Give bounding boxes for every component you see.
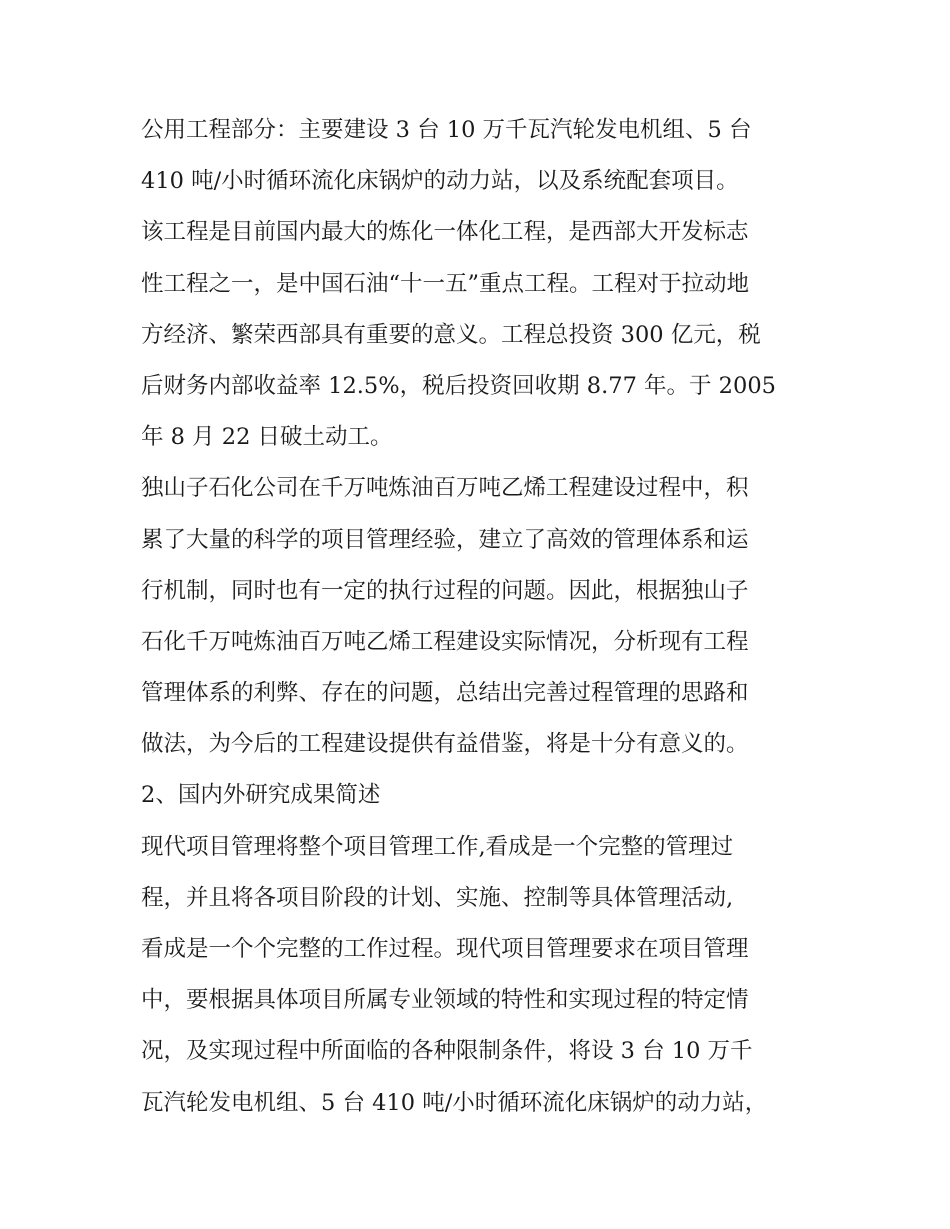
text-line: 石化千万吨炼油百万吨乙烯工程建设实际情况，分析现有工程 xyxy=(141,628,749,655)
text-line: 该工程是目前国内最大的炼化一体化工程，是西部大开发标志 xyxy=(141,219,749,246)
text-line: 看成是一个个完整的工作过程。现代项目管理要求在项目管理 xyxy=(141,936,749,962)
text-line: 公用工程部分：主要建设 3 台 10 万千瓦汽轮发电机组、5 台 xyxy=(141,117,752,143)
text-line: 累了大量的科学的项目管理经验，建立了高效的管理体系和运 xyxy=(141,526,749,553)
text-line: 现代项目管理将整个项目管理工作,看成是一个完整的管理过 xyxy=(141,833,734,860)
text-line: 年 8 月 22 日破土动工。 xyxy=(141,424,393,451)
text-line: 况，及实现过程中所面临的各种限制条件，将设 3 台 10 万千 xyxy=(141,1038,753,1065)
text-line: 后财务内部收益率 12.5%，税后投资回收期 8.77 年。于 2005 xyxy=(141,372,776,399)
text-line: 中，要根据具体项目所属专业领域的特性和实现过程的特定情 xyxy=(141,987,749,1014)
text-line: 独山子石化公司在千万吨炼油百万吨乙烯工程建设过程中，积 xyxy=(141,475,749,502)
text-line: 管理体系的利弊、存在的问题，总结出完善过程管理的思路和 xyxy=(141,680,749,707)
text-line: 方经济、繁荣西部具有重要的意义。工程总投资 300 亿元，税 xyxy=(141,321,761,348)
text-line: 瓦汽轮发电机组、5 台 410 吨/小时循环流化床锅炉的动力站， xyxy=(141,1089,768,1116)
text-line: 性工程之一，是中国石油“十一五”重点工程。工程对于拉动地 xyxy=(141,270,750,297)
text-line: 410 吨/小时循环流化床锅炉的动力站，以及系统配套项目。 xyxy=(141,168,739,195)
text-line: 行机制，同时也有一定的执行过程的问题。因此，根据独山子 xyxy=(141,577,749,604)
text-line: 程，并且将各项目阶段的计划、实施、控制等具体管理活动, xyxy=(141,884,734,911)
section-heading: 2、国内外研究成果简述 xyxy=(141,782,381,809)
text-line: 做法，为今后的工程建设提供有益借鉴，将是十分有意义的。 xyxy=(141,731,749,758)
document-body xyxy=(141,105,821,1129)
